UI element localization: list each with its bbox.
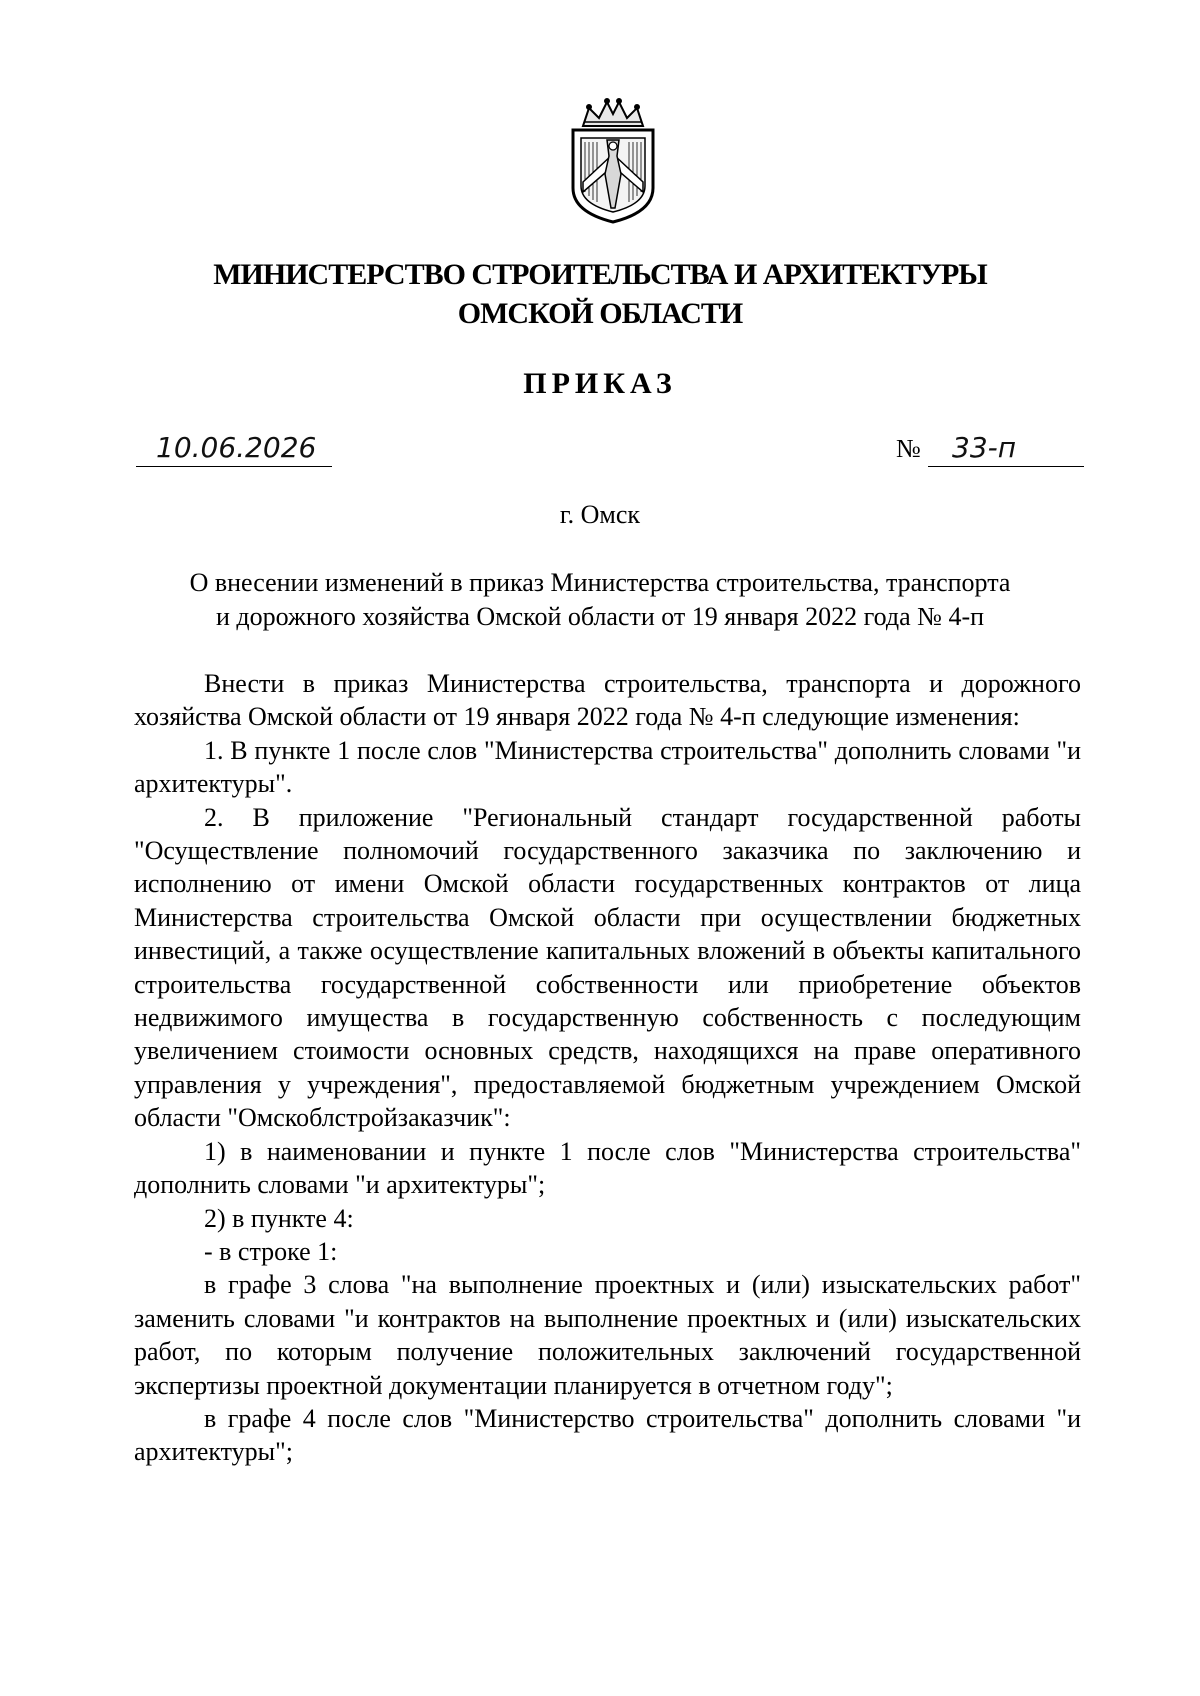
body-item-2: 2. В приложение "Региональный стандарт государственной работы "Осуществление полномочий государственного заказчика по заключению и исполнению от имени Омской области государственных контрактов от лица Министерства строительства Омской области при осуществлении бюджетных инвестиций, а также осуществление капитальных вложений в объекты капитального строительства государственной собственности или приобретение объектов недвижимого имущества в государственную собственность с последующим увеличением стоимости основных средств, находящихся на праве оперативного управления у учреждения", предоставляемой бюджетным учреждением Омской области "Омскоблстройзаказчик":	[134, 802, 1081, 1133]
ministry-name-line1: МИНИСТЕРСТВО СТРОИТЕЛЬСТВА И АРХИТЕКТУРЫ	[213, 258, 987, 291]
order-number-label: №	[896, 434, 921, 463]
city-name: г. Омск	[559, 500, 641, 529]
body-item-1: 1. В пункте 1 после слов "Министерства строительства" дополнить словами "и архитектуры".	[134, 735, 1081, 799]
body-subitem-2-column-3: в графе 3 слова "на выполнение проектных и (или) изыскательских работ" заменить словами "и контрактов на выполнение проектных и (или) изыскательских работ, по которым получение положительных заключений государственной экспертизы проектной документации планируется в отчетном году";	[134, 1270, 1081, 1400]
ministry-name-line2: ОМСКОЙ ОБЛАСТИ	[457, 297, 743, 330]
order-body	[134, 667, 1081, 1469]
order-number-field	[928, 430, 1084, 467]
body-subitem-2-column-4: в графе 4 после слов "Министерство строительства" дополнить словами "и архитектуры";	[134, 1403, 1081, 1467]
order-date: 10.06.2026	[156, 431, 317, 464]
coat-of-arms-emblem	[563, 96, 663, 226]
order-date-field	[136, 430, 332, 467]
subject-line2: и дорожного хозяйства Омской области от 19 января 2022 года № 4-п	[215, 602, 985, 631]
body-intro: Внести в приказ Министерства строительства, транспорта и дорожного хозяйства Омской области от 19 января 2022 года № 4-п следующие изменения:	[134, 669, 1081, 732]
order-subject	[140, 566, 1060, 634]
order-number: 33-п	[952, 431, 1017, 464]
document-type-title: ПРИКАЗ	[523, 367, 677, 400]
subject-line1: О внесении изменений в приказ Министерства строительства, транспорта	[189, 568, 1011, 597]
body-subitem-2: 2) в пункте 4:	[204, 1203, 354, 1233]
body-subitem-1: 1) в наименовании и пункте 1 после слов "Министерства строительства" дополнить словами "и архитектуры";	[134, 1136, 1081, 1200]
body-subitem-2-row: - в строке 1:	[204, 1236, 338, 1266]
